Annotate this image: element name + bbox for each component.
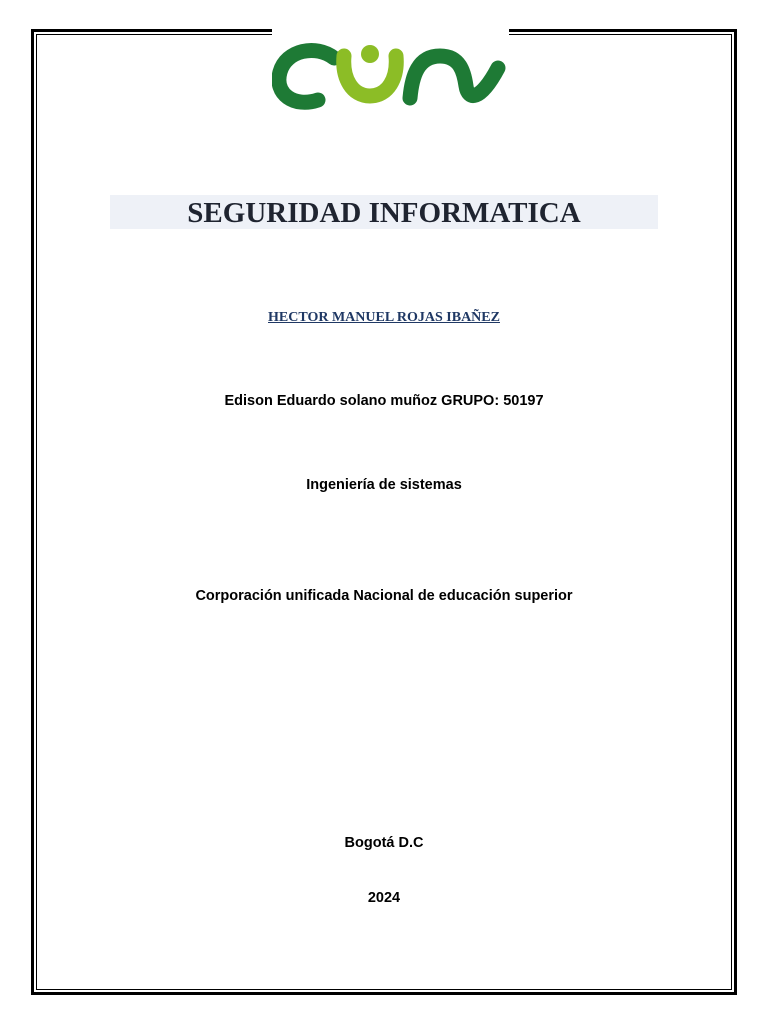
city: Bogotá D.C [344, 835, 424, 851]
institution-name: Corporación unificada Nacional de educación superior [195, 588, 573, 604]
author-name: HECTOR MANUEL ROJAS IBAÑEZ [268, 310, 500, 325]
student-group: Edison Eduardo solano muñoz GRUPO: 50197 [224, 393, 544, 409]
cun-logo [272, 20, 509, 150]
year: 2024 [367, 890, 401, 906]
program-name: Ingeniería de sistemas [306, 477, 462, 493]
cun-logo-icon [272, 20, 509, 150]
document-title: SEGURIDAD INFORMATICA [187, 197, 581, 229]
